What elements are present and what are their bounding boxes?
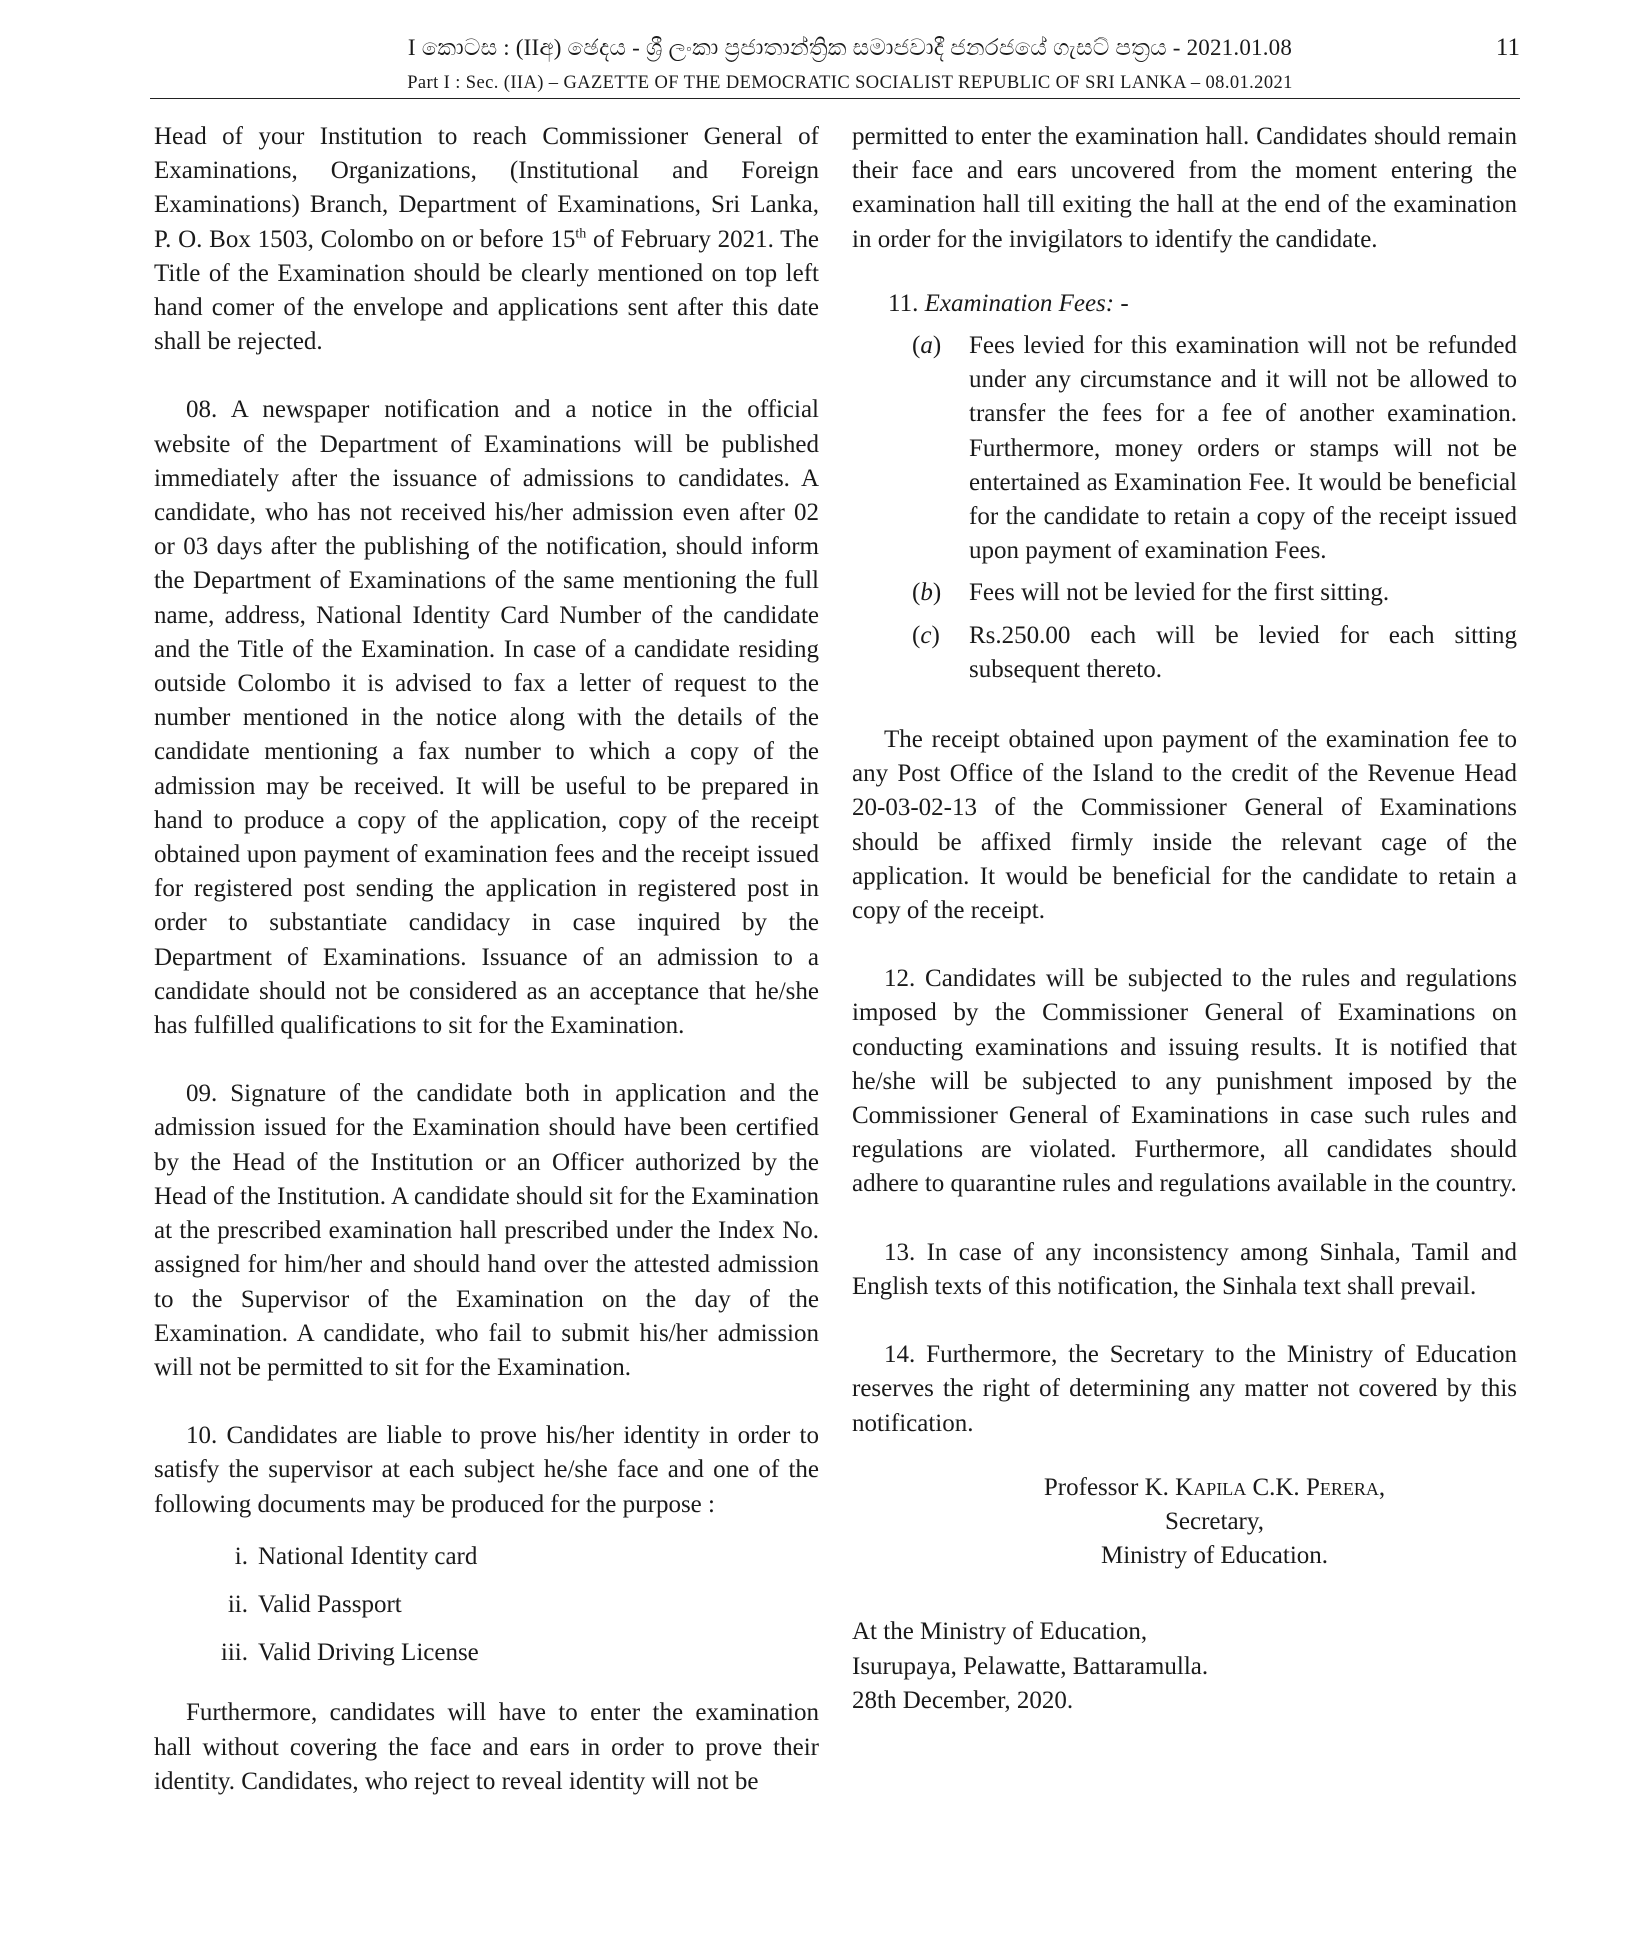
list-item-label: (b) [912,579,942,607]
list-item-text: Fees will not be levied for the first sitting. [969,579,1390,607]
list-item [852,619,1517,687]
list-item-text: Valid Driving License [258,1639,479,1667]
list-item [852,329,1517,568]
paragraph-14: 14. Furthermore, the Secretary to the Ministry of Education reserves the right of determining any matter not covered by this notification. [852,1341,1517,1437]
place-line-1: At the Ministry of Education, [852,1618,1148,1646]
ordinal-suffix: th [575,226,587,242]
left-column [154,120,819,1799]
english-header-title: Part I : Sec. (IIA) – GAZETTE OF THE DEMOCRATIC SOCIALIST REPUBLIC OF SRI LANKA – 08.01.2021 [407,73,1293,93]
paragraph-10: 10. Candidates are liable to prove his/her identity in order to satisfy the supervisor at each subject he/she face and one of the following documents may be produced for the purpose : [154,1422,819,1518]
section-11-number: 11. [888,289,919,317]
list-item-text: Fees levied for this examination will not be refunded under any circumstance and it will not be allowed to transfer the fees for a fee of another examination. Furthermore, money orders or stamps will not be entertained as Examination Fee. It would be beneficial for the candidate to retain a copy of the receipt issued upon payment of examination Fees. [969,332,1517,565]
signatory-name: Professor K. Kapila C.K. Perera, [1043,1473,1386,1501]
list-item-number: ii. [227,1590,248,1618]
list-item [154,1540,819,1574]
paragraph-10-continued: permitted to enter the examination hall. Candidates should remain their face and ears uncovered from the moment entering the examination hall till exiting the hall at the end of the examination in order for the invigilators to identify the candidate. [852,123,1517,253]
list-item-label: (c) [912,621,940,649]
signatory-title: Secretary, [1164,1507,1264,1535]
paragraph-07-continued [154,120,819,359]
section-11-heading [852,287,1517,321]
list-item-number: iii. [220,1639,248,1667]
paragraph-receipt: The receipt obtained upon payment of the examination fee to any Post Office of the Island to the credit of the Revenue Head 20-03-02-13 of the Commissioner General of Examinations should be affixed firmly inside the relevant cage of the application. It would be beneficial for the candidate to retain a copy of the receipt. [852,726,1517,925]
page-number: 11 [1495,34,1520,61]
signature-block [852,1471,1517,1574]
place-and-date [852,1615,1517,1718]
identity-documents-list [154,1540,819,1671]
list-item [154,1636,819,1670]
list-item-text: Rs.250.00 each will be levied for each sitting subsequent thereto. [969,621,1517,683]
list-item-text: Valid Passport [258,1590,402,1618]
signatory-ministry: Ministry of Education. [1100,1542,1329,1570]
paragraph-07-text-a: Head of your Institution to reach Commissioner General of Examinations, Organizations, (Institutional and Foreign Examinations) Branch, Department of Examinations, Sri Lanka, P. O. Box 1503, Colombo on or before 15 [154,123,819,253]
paragraph-08: 08. A newspaper notification and a notice in the official website of the Department of Examinations will be published immediately after the issuance of admissions to candidates. A candidate, who has not received his/her admission even after 02 or 03 days after the publishing of the notification, should inform the Department of Examinations of the same mentioning the full name, address, National Identity Card Number of the candidate and the Title of the Examination. In case of a candidate residing outside Colombo it is advised to fax a letter of request to the number mentioned in the notice along with the details of the candidate mentioning a fax number to which a copy of the admission may be received. It will be useful to be prepared in hand to produce a copy of the application, copy of the receipt obtained upon payment of examination fees and the receipt issued for registered post sending the application in registered post in order to substantiate candidacy in case inquired by the Department of Examinations. Issuance of an admission to a candidate should not be considered as an acceptance that he/she has fulfilled qualifications to sit for the Examination. [154,396,819,1040]
right-column [852,120,1517,1718]
notice-date: 28th December, 2020. [852,1686,1074,1714]
paragraph-12: 12. Candidates will be subjected to the rules and regulations imposed by the Commissioner General of Examinations on conducting examinations and issuing results. It is notified that he/she will be subjected to any punishment imposed by the Commissioner General of Examinations in case such rules and regulations are violated. Furthermore, all candidates should adhere to quarantine rules and regulations available in the country. [852,965,1517,1198]
paragraph-identity-furthermore: Furthermore, candidates will have to enter the examination hall without covering the face and ears in order to prove their identity. Candidates, who reject to reveal identity will not be [154,1699,819,1795]
place-line-2: Isurupaya, Pelawatte, Battaramulla. [852,1652,1209,1680]
sinhala-header-title: I කොටස : (IIඅ) ඡෙදය - ශ්‍රී ලංකා ප්‍රජාතාන්ත්‍රික සමාජවාදී ජනරජයේ ගැසට් පත්‍රය - 2021.01.08 [407,35,1293,60]
paragraph-13: 13. In case of any inconsistency among Sinhala, Tamil and English texts of this notification, the Sinhala text shall prevail. [852,1238,1517,1300]
list-item [852,576,1517,610]
section-11-title: Examination Fees: - [924,289,1129,317]
list-item [154,1588,819,1622]
list-item-text: National Identity card [258,1542,478,1570]
paragraph-07-text-b: of February 2021. The Title of the Examination should be clearly mentioned on top left hand comer of the envelope and applications sent after this date shall be rejected. [154,225,819,356]
header-divider [150,98,1520,99]
examination-fees-list [852,329,1517,687]
paragraph-09: 09. Signature of the candidate both in application and the admission issued for the Examination should have been certified by the Head of the Institution or an Officer authorized by the Head of the Institution. A candidate should sit for the Examination at the prescribed examination hall prescribed under the Index No. assigned for him/her and should hand over the attested admission to the Supervisor of the Examination on the day of the Examination. A candidate, who fail to submit his/her admission will not be permitted to sit for the Examination. [154,1080,819,1381]
list-item-label: (a) [912,332,942,360]
list-item-number: i. [234,1542,248,1570]
